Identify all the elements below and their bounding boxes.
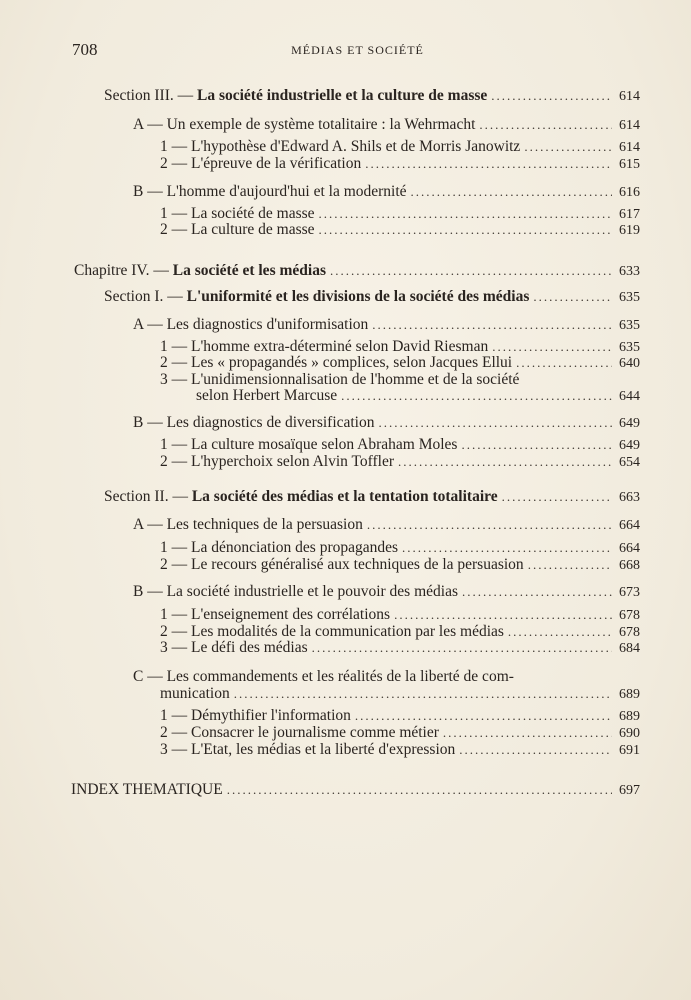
- dot-leader: [528, 556, 612, 574]
- toc-page-number: 663: [619, 490, 640, 505]
- toc-page-number: 644: [619, 389, 640, 404]
- toc-page-number: 635: [619, 340, 640, 355]
- toc-entry: [74, 262, 640, 281]
- toc-entry: [160, 639, 640, 658]
- dot-leader: [234, 685, 612, 703]
- toc-entry-prefix: Section III. —: [104, 87, 197, 104]
- running-title: MÉDIAS ET SOCIÉTÉ: [291, 43, 424, 57]
- toc-entry-title: 1 — Démythifier l'information: [160, 707, 351, 724]
- toc-entry: [71, 781, 640, 800]
- dot-leader: [479, 116, 612, 134]
- toc-entry-title: L'uniformité et les divisions de la société des médias: [186, 288, 530, 305]
- dot-leader: [355, 707, 612, 725]
- dot-leader: [398, 453, 612, 471]
- toc-entry-title: 1 — La culture mosaïque selon Abraham Moles: [160, 436, 458, 453]
- toc-entry: [196, 387, 640, 406]
- toc-page-number: 664: [619, 541, 640, 556]
- toc-page-number: 678: [619, 625, 640, 640]
- toc-entry: [160, 556, 640, 575]
- toc-entry: [160, 685, 640, 704]
- toc-entry: [160, 221, 640, 240]
- dot-leader: [443, 724, 612, 742]
- dot-leader: [491, 87, 612, 105]
- dot-leader: [461, 436, 612, 454]
- toc-page-number: 635: [619, 290, 640, 305]
- toc-entry-title: 1 — La société de masse: [160, 205, 315, 222]
- toc-entry: [133, 116, 640, 135]
- dot-leader: [524, 138, 612, 156]
- toc-entry: [104, 87, 640, 106]
- dot-leader: [459, 741, 612, 759]
- toc-page-number: 615: [619, 157, 640, 172]
- dot-leader: [227, 781, 612, 799]
- dot-leader: [379, 414, 613, 432]
- toc-entry-title: 2 — Les modalités de la communication par les médias: [160, 623, 504, 640]
- toc-entry-prefix: Chapitre IV. —: [74, 262, 173, 279]
- toc-page-number: 664: [619, 518, 640, 533]
- toc-entry: [104, 288, 640, 307]
- toc-page-number: 614: [619, 140, 640, 155]
- toc-entry-title: 2 — L'épreuve de la vérification: [160, 155, 362, 172]
- toc-entry: [133, 668, 514, 686]
- toc-entry-title: A — Les techniques de la persuasion: [133, 516, 363, 533]
- toc-entry: [133, 414, 640, 433]
- toc-entry: [133, 583, 640, 602]
- toc-entry-title: 1 — L'hypothèse d'Edward A. Shils et de Morris Janowitz: [160, 138, 521, 155]
- toc-entry: [160, 155, 640, 174]
- toc-entry: [133, 516, 640, 535]
- toc-entry-title: B — La société industrielle et le pouvoir des médias: [133, 583, 458, 600]
- toc-entry: [104, 488, 640, 507]
- toc-entry-title: 1 — La dénonciation des propagandes: [160, 539, 399, 556]
- toc-entry-title: La société et les médias: [172, 262, 326, 279]
- dot-leader: [533, 288, 612, 306]
- toc-entry-title: INDEX THEMATIQUE: [71, 781, 223, 798]
- toc-page-number: 678: [619, 608, 640, 623]
- toc-page-number: 689: [619, 709, 640, 724]
- toc-entry-prefix: Section I. —: [104, 288, 187, 305]
- toc-page-number: 697: [619, 783, 640, 798]
- toc-entry-title: munication: [160, 685, 230, 702]
- toc-page-number: 673: [619, 585, 640, 600]
- dot-leader: [462, 583, 612, 601]
- page-number: 708: [72, 40, 98, 59]
- toc-entry-title: A — Les diagnostics d'uniformisation: [133, 316, 369, 333]
- toc-entry-title: 3 — Le défi des médias: [160, 639, 308, 656]
- dot-leader: [319, 221, 612, 239]
- toc-page-number: 640: [619, 356, 640, 371]
- toc-page-number: 684: [619, 641, 640, 656]
- dot-leader: [502, 488, 612, 506]
- toc-entry-title: La société industrielle et la culture de masse: [196, 87, 488, 104]
- dot-leader: [341, 387, 612, 405]
- toc-page-number: 619: [619, 223, 640, 238]
- toc-entry: [133, 183, 640, 202]
- toc-page-number: 635: [619, 318, 640, 333]
- toc-entry-title: 2 — La culture de masse: [160, 221, 315, 238]
- toc-entry-title: B — Les diagnostics de diversification: [133, 414, 375, 431]
- toc-page-number: 617: [619, 207, 640, 222]
- toc-page-number: 654: [619, 455, 640, 470]
- toc-entry-title: A — Un exemple de système totalitaire : la Wehrmacht: [133, 116, 476, 133]
- toc-page-number: 690: [619, 726, 640, 741]
- toc-page-number: 691: [619, 743, 640, 758]
- toc-entry-title: C — Les commandements et les réalités de la liberté de com-: [133, 668, 514, 685]
- page-header: [72, 40, 643, 62]
- toc-entry: [133, 316, 640, 335]
- dot-leader: [372, 316, 612, 334]
- dot-leader: [367, 516, 612, 534]
- toc-page-number: 633: [619, 264, 640, 279]
- toc-page-number: 668: [619, 558, 640, 573]
- toc-page-number: 689: [619, 687, 640, 702]
- toc-page-number: 614: [619, 89, 640, 104]
- dot-leader: [402, 539, 612, 557]
- toc-page-number: 616: [619, 185, 640, 200]
- dot-leader: [411, 183, 612, 201]
- toc-entry-title: 2 — Les « propagandés » complices, selon Jacques Ellui: [160, 354, 513, 371]
- toc-entry-title: 2 — Consacrer le journalisme comme métier: [160, 724, 439, 741]
- toc-entry-title: selon Herbert Marcuse: [196, 387, 338, 404]
- toc-entry-title: 3 — L'unidimensionnalisation de l'homme et de la société: [160, 371, 520, 388]
- dot-leader: [516, 354, 612, 372]
- toc-entry-title: 1 — L'homme extra-déterminé selon David Riesman: [160, 338, 489, 355]
- toc-entry-title: B — L'homme d'aujourd'hui et la modernité: [133, 183, 407, 200]
- toc-entry-title: 3 — L'Etat, les médias et la liberté d'expression: [160, 741, 456, 758]
- toc-page-number: 649: [619, 416, 640, 431]
- dot-leader: [330, 262, 612, 280]
- toc-entry-title: La société des médias et la tentation totalitaire: [191, 488, 498, 505]
- toc-page-number: 649: [619, 438, 640, 453]
- toc-entry-title: 2 — L'hyperchoix selon Alvin Toffler: [160, 453, 395, 470]
- toc-entry-title: 2 — Le recours généralisé aux techniques de la persuasion: [160, 556, 524, 573]
- toc-entry-title: 1 — L'enseignement des corrélations: [160, 606, 391, 623]
- toc-entry-prefix: Section II. —: [104, 488, 192, 505]
- dot-leader: [312, 639, 612, 657]
- dot-leader: [365, 155, 612, 173]
- toc-entry: [160, 453, 640, 472]
- toc-page-number: 614: [619, 118, 640, 133]
- dot-leader: [394, 606, 612, 624]
- toc-entry: [160, 741, 640, 760]
